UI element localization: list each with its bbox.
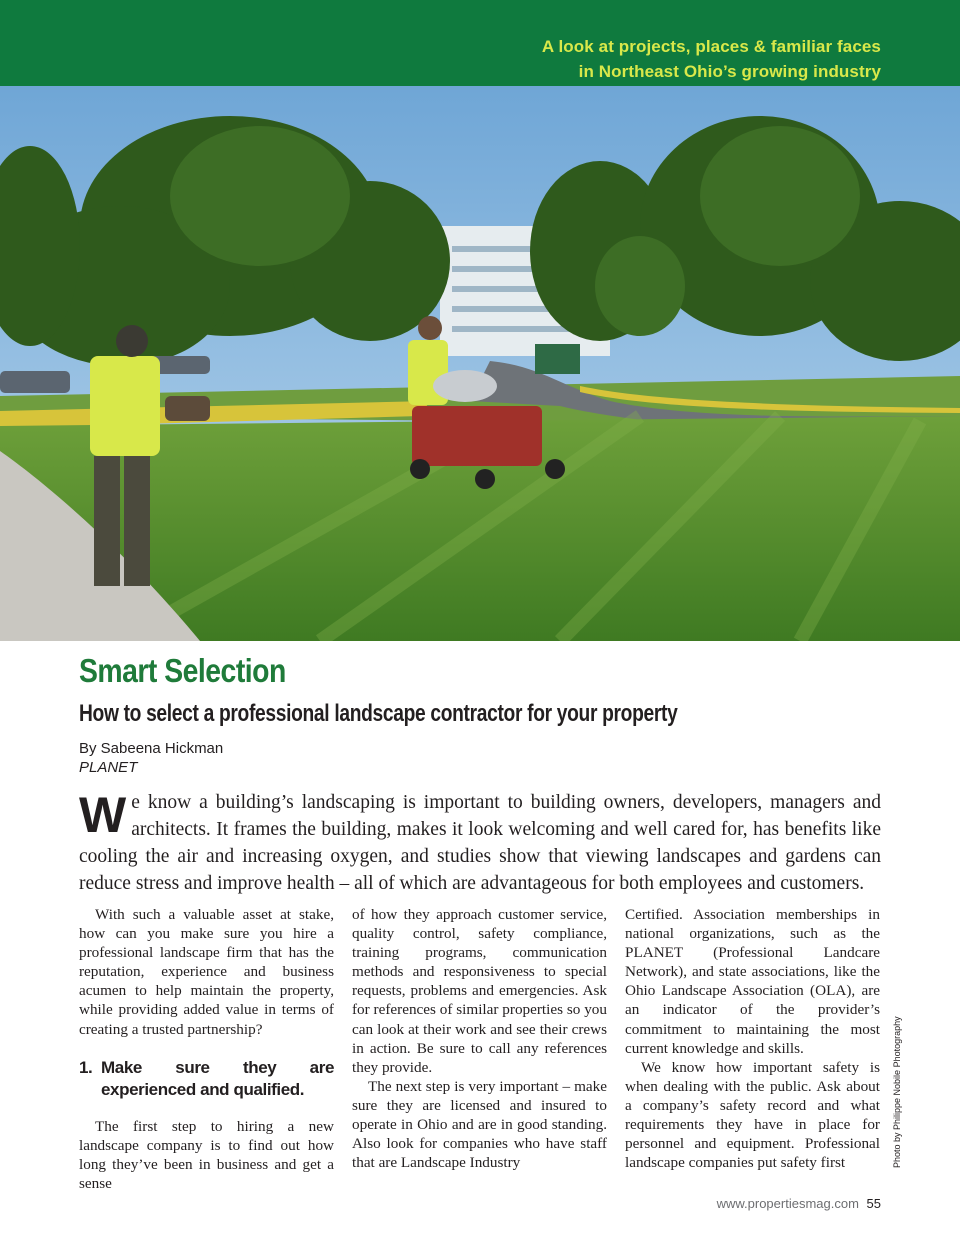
page-footer	[717, 1196, 881, 1211]
column-3	[625, 905, 880, 1172]
footer-url[interactable]: www.propertiesmag.com	[716, 1196, 859, 1211]
paragraph: of how they approach customer service, quality control, safety compliance, training programs, communication methods and responsiveness to special requests, problems and emergencies. Ask for references of similar properties so you can look at their work and see their crews in action. Be sure to call any references they provide.	[352, 906, 607, 1076]
section-heading-text: Make sure they are experienced and qualified.	[101, 1057, 334, 1099]
paragraph: We know how important safety is when dealing with the public. Ask about a company’s safety record and what requirements they have in place for personnel and equipment. Professional landscape companies put safety first	[625, 1058, 880, 1172]
section-number: 1.	[79, 1057, 93, 1077]
column-2	[352, 905, 607, 1172]
lead-paragraph	[79, 789, 881, 897]
paragraph: The first step to hiring a new landscape company is to find out how long they’ve been in business and get a sense	[79, 1117, 334, 1192]
page-number: 55	[866, 1196, 881, 1211]
tagline-line-2: in Northeast Ohio’s growing industry	[578, 62, 881, 81]
author-name: By Sabeena Hickman	[79, 740, 224, 757]
paragraph: Certified. Association memberships in national organizations, such as the PLANET (Professional Landcare Network), and state associations, like the Ohio Landscape Association (OLA), are an indicator of the provider’s commitment to maintaining the most current knowledge and skills.	[625, 906, 880, 1057]
column-1	[79, 905, 334, 1193]
photo-credit: Photo by Philippe Nobile Photography	[892, 1016, 902, 1168]
paragraph: With such a valuable asset at stake, how can you make sure you hire a professional landscape firm that has the reputation, experience and business acumen to help maintain the property, while providing added value in terms of creating a trusted partnership?	[79, 906, 334, 1038]
article-subtitle: How to select a professional landscape contractor for your property	[79, 700, 678, 727]
byline	[79, 739, 223, 777]
header-bar	[0, 0, 960, 86]
landscape-photo	[0, 86, 960, 641]
section-heading-1	[79, 1057, 334, 1101]
author-organization: PLANET	[79, 759, 138, 776]
lead-text: e know a building’s landscaping is important to building owners, developers, managers and architects. It frames the building, makes it look welcoming and well cared for, has benefits like cooling the air and increasing oxygen, and studies show that viewing landscapes and gardens can reduce stress and improve health – all of which are advantageous for both employees and customers.	[79, 792, 881, 894]
paragraph: The next step is very important – make sure they are licensed and insured to operate in Ohio and are in good standing. Also look for companies who have staff that are Landscape Industry	[352, 1077, 607, 1172]
tagline-line-1: A look at projects, places & familiar faces	[541, 37, 881, 56]
drop-cap: W	[79, 787, 127, 843]
article-title: Smart Selection	[79, 652, 286, 689]
header-tagline	[542, 34, 881, 84]
